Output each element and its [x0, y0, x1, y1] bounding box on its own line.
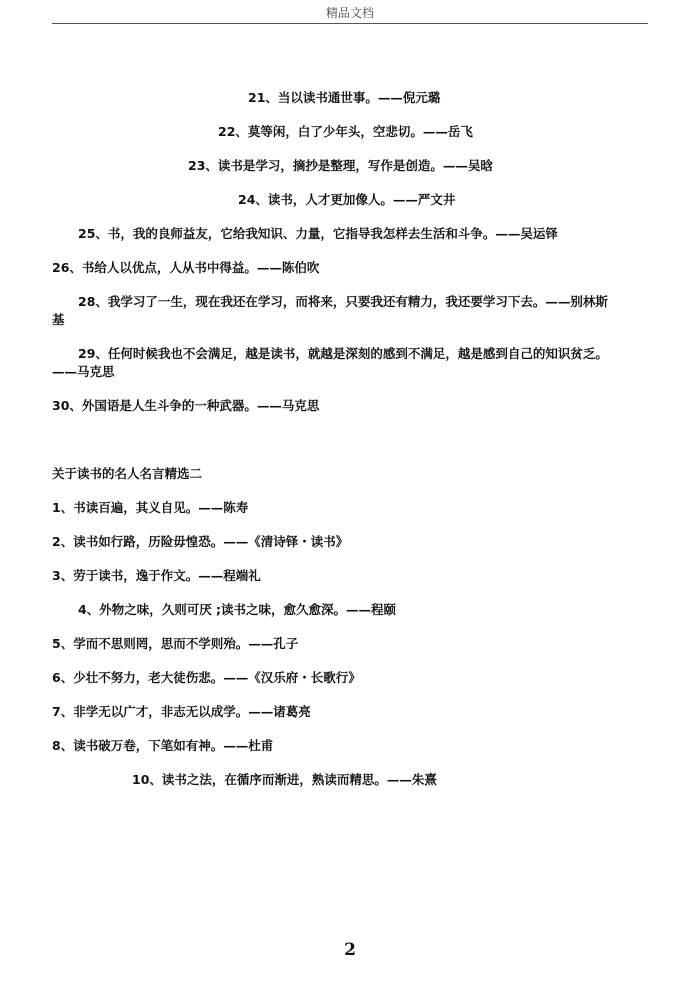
page-number: 2	[344, 940, 356, 960]
quote-28-line1: 28、我学习了一生，现在我还在学习，而将来，只要我还有精力，我还要学习下去。——别林斯	[78, 294, 608, 309]
quote-2-4: 4、外物之味，久则可厌 ;读书之味，愈久愈深。——程颐	[78, 602, 397, 617]
quote-29-line2: ——马克思	[52, 364, 115, 379]
quote-2-6: 6、少壮不努力，老大徒伤悲。——《汉乐府・长歌行》	[52, 670, 361, 685]
quote-24: 24、读书，人才更加像人。——严文井	[238, 192, 456, 207]
page-header: 精品文档	[325, 6, 374, 20]
quote-2-5: 5、学而不思则罔，思而不学则殆。——孔子	[52, 636, 299, 651]
quote-2-8: 8、读书破万卷，下笔如有神。——杜甫	[52, 738, 274, 753]
section-title: 关于读书的名人名言精选二	[52, 466, 203, 481]
quote-2-2: 2、读书如行路，历险毋惶恐。——《清诗铎・读书》	[52, 534, 349, 549]
quote-22: 22、莫等闲，白了少年头，空悲切。——岳飞	[218, 124, 473, 139]
quote-28-line2: 基	[52, 312, 65, 327]
quote-2-3: 3、劳于读书，逸于作文。——程端礼	[52, 568, 261, 583]
header-divider	[52, 23, 648, 24]
quote-25: 25、书，我的良师益友，它给我知识、力量，它指导我怎样去生活和斗争。——吴运铎	[78, 226, 558, 241]
quote-29-line1: 29、任何时候我也不会满足，越是读书，就越是深刻的感到不满足，越是感到自己的知识贫乏。	[78, 346, 608, 361]
quote-2-7: 7、非学无以广才，非志无以成学。——诸葛亮	[52, 704, 311, 719]
quote-2-1: 1、书读百遍，其义自见。——陈寿	[52, 500, 249, 515]
quote-30: 30、外国语是人生斗争的一种武器。——马克思	[52, 398, 320, 413]
quote-23: 23、读书是学习，摘抄是整理，写作是创造。——吴晗	[188, 158, 493, 173]
quote-2-10: 10、读书之法，在循序而渐进，熟读而精思。——朱熹	[132, 772, 437, 787]
quote-21: 21、当以读书通世事。——倪元璐	[248, 90, 441, 105]
quote-26: 26、书给人以优点，人从书中得益。——陈伯吹	[52, 260, 320, 275]
